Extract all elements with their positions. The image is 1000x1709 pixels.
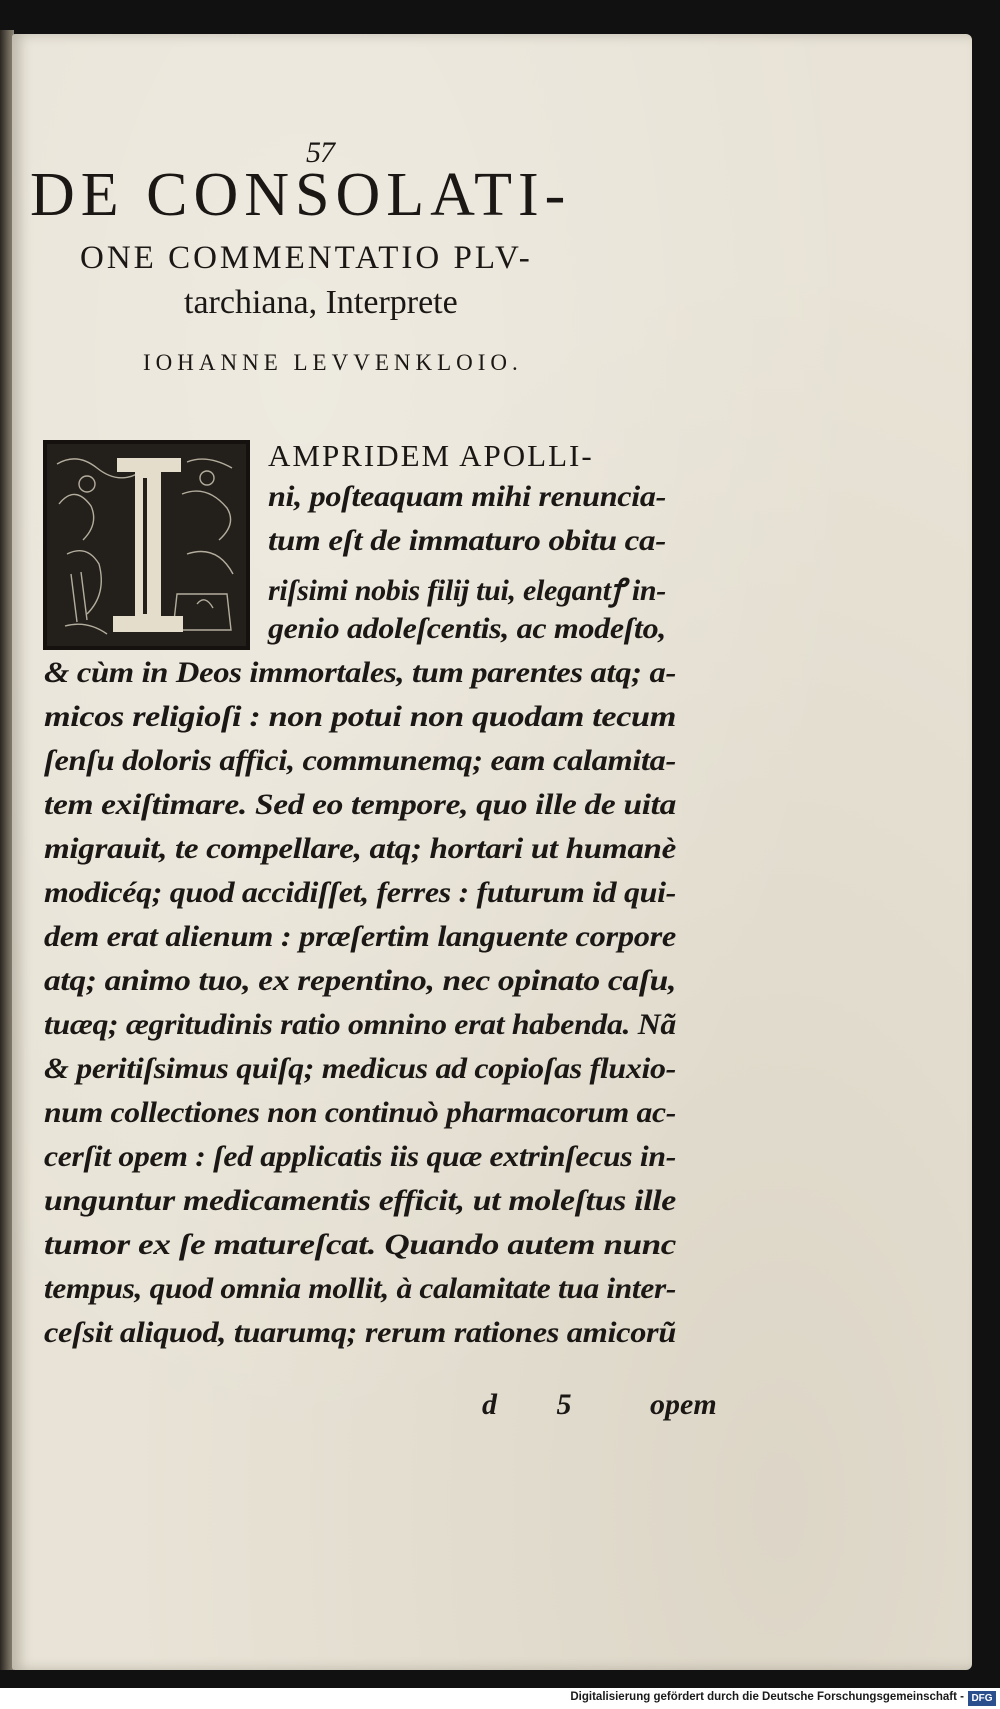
- body-line: tuæq; ægritudinis ratio omnino erat habenda. Nã: [44, 1008, 676, 1041]
- body-line: num collectiones non continuò pharmacorum ac-: [44, 1096, 676, 1129]
- title-line-3: tarchiana, Interprete: [184, 284, 458, 321]
- body-line: dem erat alienum : præſertim languente corpore: [44, 920, 676, 953]
- body-line: tem exiſtimare. Sed eo tempore, quo ille de uita: [44, 788, 676, 821]
- body-line: tumor ex ſe matureſcat. Quando autem nunc: [44, 1228, 676, 1261]
- title-line-4: IOHANNE LEVVENKLOIO.: [143, 350, 523, 375]
- dfg-logo: DFG: [968, 1691, 996, 1706]
- body-line: ſenſu doloris affici, communemq; eam calamita-: [44, 744, 676, 777]
- body-line: ni, poſteaquam mihi renuncia-: [268, 480, 666, 513]
- body-line: tempus, quod omnia mollit, à calamitate tua inter-: [44, 1272, 676, 1305]
- title-line-1: DE CONSOLATI-: [30, 161, 572, 229]
- body-line: modicéq; quod accidiſſet, ferres : futurum id qui-: [44, 876, 676, 909]
- body-line: unguntur medicamentis efficit, ut moleſtus ille: [44, 1184, 676, 1217]
- page-number: 57: [306, 136, 334, 169]
- body-line: migrauit, te compellare, atq; hortari ut humanè: [44, 832, 676, 865]
- title-line-2: ONE COMMENTATIO PLV-: [80, 240, 533, 276]
- decorated-initial-i: [43, 440, 250, 650]
- body-line: micos religioſi : non potui non quodam tecum: [44, 700, 676, 733]
- footer-credit: Digitalisierung gefördert durch die Deutsche Forschungsgemeinschaft -: [570, 1691, 964, 1703]
- body-line: & peritiſsimus quiſq; medicus ad copioſas fluxio-: [44, 1052, 676, 1085]
- body-line: genio adoleſcentis, ac modeſto,: [268, 612, 666, 645]
- body-line: riſsimi nobis filij tui, elegantꝭ in-: [268, 574, 666, 607]
- body-line: atq; animo tuo, ex repentino, nec opinato caſu,: [44, 964, 676, 997]
- footer-bar: [0, 1688, 1000, 1709]
- body-line: ceſsit aliquod, tuarumq; rerum rationes amicorũ: [44, 1316, 676, 1349]
- body-line: cerſit opem : ſed applicatis iis quæ extrinſecus in-: [44, 1140, 676, 1173]
- signature-mark: d 5: [482, 1388, 598, 1421]
- catchword: opem: [650, 1388, 717, 1421]
- body-line: & cùm in Deos immortales, tum parentes atq; a-: [44, 656, 676, 689]
- first-line: AMPRIDEM APOLLI-: [268, 438, 594, 473]
- body-line: tum eſt de immaturo obitu ca-: [268, 524, 666, 557]
